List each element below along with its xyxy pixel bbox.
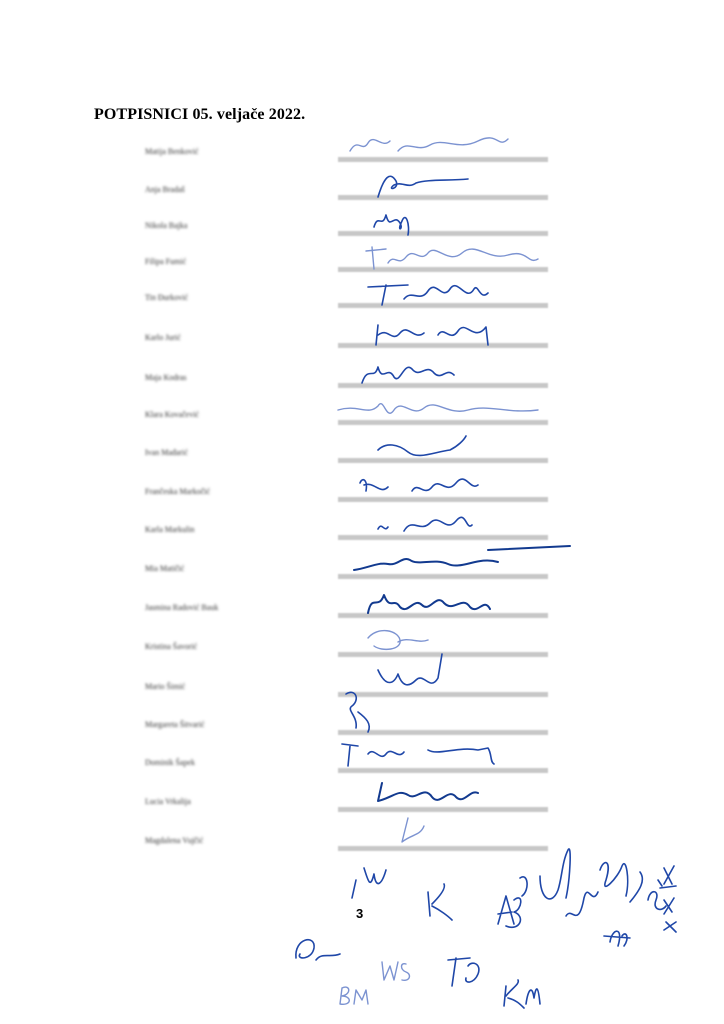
signatory-name: Filipa Fumić — [145, 257, 187, 266]
signature — [338, 355, 568, 389]
signatory-name: Mia Matičić — [145, 564, 185, 573]
signature — [338, 430, 568, 464]
signature — [338, 167, 568, 201]
signatory-row — [0, 836, 724, 874]
page-title: POTPISNICI 05. veljače 2022. — [94, 106, 306, 123]
signature — [338, 315, 568, 349]
signatory-name: Dominik Šapek — [145, 758, 195, 767]
signatory-name: Karlo Jurić — [145, 333, 181, 342]
signature — [338, 624, 568, 658]
signature — [338, 392, 568, 426]
signatory-name: Tin Đurković — [145, 293, 189, 302]
signature — [338, 239, 568, 273]
signatory-name: Klara Kovačević — [145, 410, 199, 419]
signatory-name: Anja Bradaš — [145, 185, 185, 194]
signatory-name: Frančeska Markočić — [145, 487, 211, 496]
signatory-name: Mario Šimić — [145, 682, 186, 691]
signatory-name: Ivan Mađarić — [145, 448, 188, 457]
signatory-name: Lucia Vrkalija — [145, 797, 191, 806]
signatory-name: Jasmina Radović Bauk — [145, 603, 219, 612]
signatory-name: Kristina Šavorić — [145, 642, 198, 651]
signature — [338, 585, 568, 619]
signatory-name: Karla Markulin — [145, 525, 195, 534]
signature — [338, 664, 568, 698]
signatory-name: Magdalena Vujčić — [145, 836, 204, 845]
signature — [338, 469, 568, 503]
signatory-name: Margareta Šitvarić — [145, 720, 205, 729]
signatory-name: Maja Kodras — [145, 373, 187, 382]
signature — [338, 740, 568, 774]
signature — [338, 702, 568, 736]
signatory-name: Matija Benković — [145, 147, 199, 156]
signature — [338, 275, 568, 309]
signatory-name: Nikola Bajka — [145, 221, 188, 230]
signature — [338, 818, 568, 852]
signature — [338, 546, 568, 580]
signature — [338, 129, 568, 163]
signature — [338, 203, 568, 237]
page-number: 3 — [356, 906, 364, 921]
signature — [338, 779, 568, 813]
signature — [338, 507, 568, 541]
